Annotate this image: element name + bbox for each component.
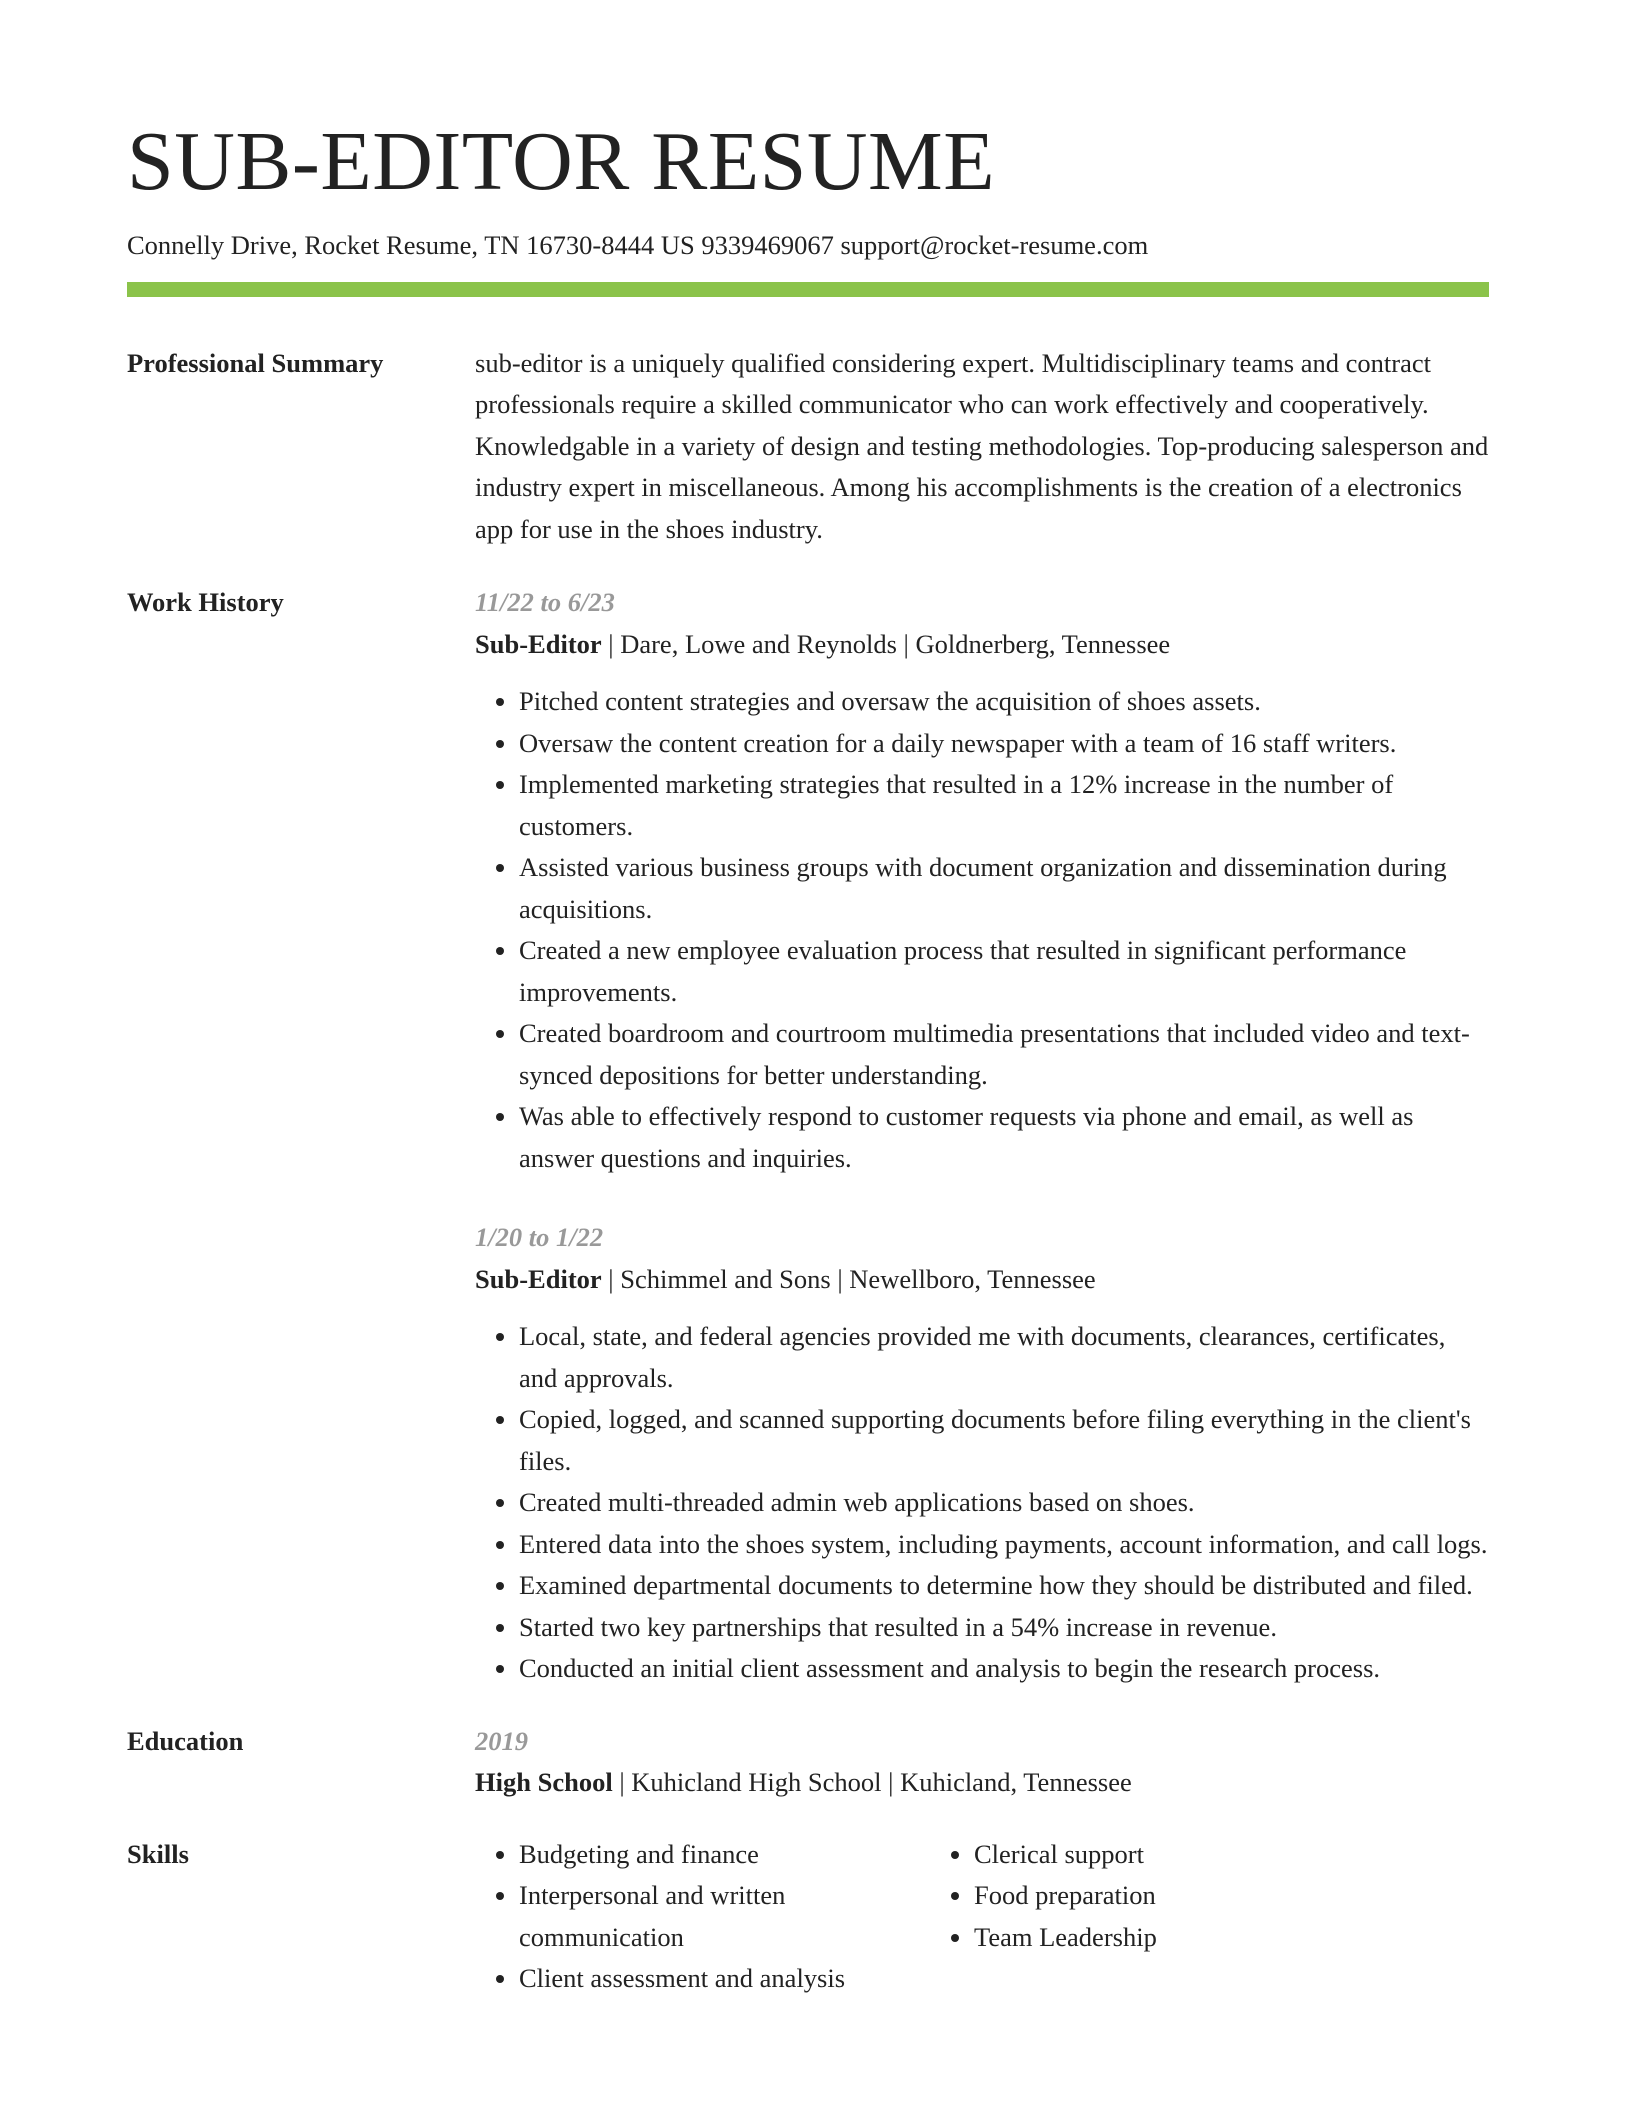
work-history-section (127, 582, 1505, 1690)
skills-section (127, 1834, 1505, 2000)
summary-section (127, 343, 1505, 551)
skill-item: • Budgeting and finance (519, 1834, 930, 1876)
job-bullet: • Assisted various business groups with document organization and dissemination during acquisitions. (519, 847, 1489, 930)
skills-label: Skills (127, 1838, 189, 1869)
skill-item: • Clerical support (974, 1834, 1430, 1876)
education-body (475, 1721, 1489, 1804)
education-degree: High School (475, 1767, 613, 1798)
job-bullet: • Entered data into the shoes system, including payments, account information, and call logs. (519, 1524, 1489, 1566)
job-bullet: • Oversaw the content creation for a daily newspaper with a team of 16 staff writers. (519, 723, 1489, 765)
education-year: 2019 (475, 1725, 528, 1756)
job-bullet: • Copied, logged, and scanned supporting documents before filing everything in the client's files. (519, 1399, 1489, 1482)
job-entry (475, 582, 1489, 1179)
education-section (127, 1721, 1505, 1804)
header-divider (127, 282, 1489, 297)
job-bullet: • Created a new employee evaluation process that resulted in significant performance improvements. (519, 930, 1489, 1013)
skill-item: • Interpersonal and written communication (519, 1875, 930, 1958)
summary-label: Professional Summary (127, 347, 384, 378)
skills-body (475, 1834, 1489, 2000)
job-details: | Schimmel and Sons | Newellboro, Tennessee (601, 1263, 1096, 1294)
job-bullets (475, 681, 1489, 1179)
job-dates: 1/20 to 1/22 (475, 1222, 604, 1253)
job-bullet: • Was able to effectively respond to customer requests via phone and email, as well as answer questions and inquiries. (519, 1096, 1489, 1179)
job-entry (475, 1217, 1489, 1690)
job-bullet: • Created boardroom and courtroom multimedia presentations that included video and text-synced depositions for better understanding. (519, 1013, 1489, 1096)
job-bullet: • Local, state, and federal agencies provided me with documents, clearances, certificates, and approvals. (519, 1316, 1489, 1399)
work-history-label: Work History (127, 587, 284, 618)
job-details: | Dare, Lowe and Reynolds | Goldnerberg, Tennessee (601, 628, 1171, 659)
skill-item: • Food preparation (974, 1875, 1430, 1917)
work-history-body (475, 582, 1489, 1690)
job-dates: 11/22 to 6/23 (475, 587, 615, 618)
resume-title: SUB-EDITOR RESUME (127, 115, 996, 208)
job-title: Sub-Editor (475, 628, 602, 659)
skills-column-right (930, 1834, 1430, 2000)
education-label: Education (127, 1725, 244, 1756)
skills-column-left (475, 1834, 930, 2000)
job-bullet: • Created multi-threaded admin web applications based on shoes. (519, 1482, 1489, 1524)
job-bullet: • Pitched content strategies and oversaw the acquisition of shoes assets. (519, 681, 1489, 723)
job-bullet: • Conducted an initial client assessment and analysis to begin the research process. (519, 1648, 1489, 1690)
summary-text: sub-editor is a uniquely qualified considering expert. Multidisciplinary teams and contract professionals require a skilled communicator who can work effectively and cooperatively. Knowledgable in a variety of design and testing methodologies. Top-producing salesperson and industry expert in miscellaneous. Among his accomplishments is the creation of a electronics app for use in the shoes industry. (475, 347, 1489, 544)
skill-item: • Client assessment and analysis (519, 1958, 930, 2000)
job-heading (475, 624, 1489, 666)
skill-item: • Team Leadership (974, 1917, 1430, 1959)
education-details: | Kuhicland High School | Kuhicland, Tennessee (612, 1767, 1132, 1798)
job-heading (475, 1259, 1489, 1301)
education-heading (475, 1762, 1489, 1804)
job-bullet: • Implemented marketing strategies that resulted in a 12% increase in the number of customers. (519, 764, 1489, 847)
job-bullet: • Started two key partnerships that resulted in a 54% increase in revenue. (519, 1607, 1489, 1649)
job-bullet: • Examined departmental documents to determine how they should be distributed and filed. (519, 1565, 1489, 1607)
job-bullets (475, 1316, 1489, 1690)
contact-line: Connelly Drive, Rocket Resume, TN 16730-8444 US 9339469067 support@rocket-resume.com (127, 230, 1149, 261)
job-title: Sub-Editor (475, 1263, 602, 1294)
